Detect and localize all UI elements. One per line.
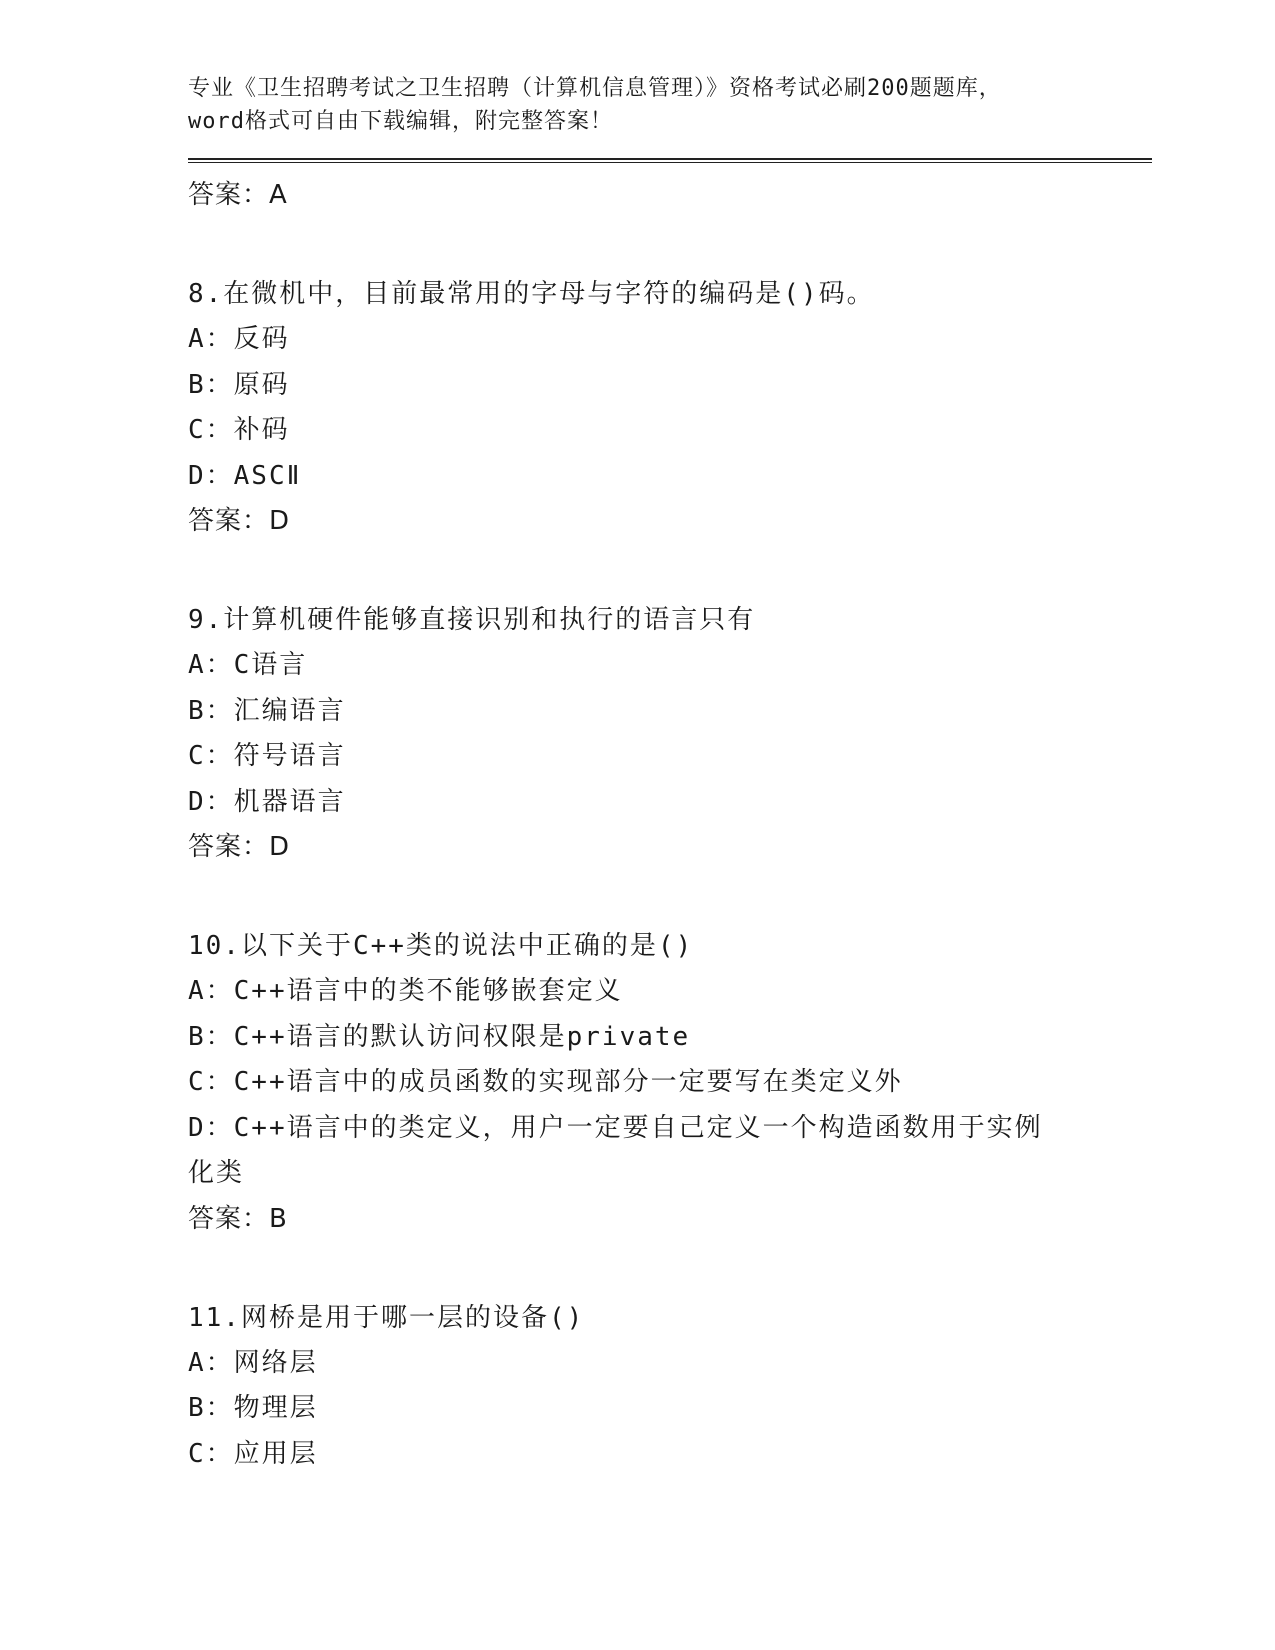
question-title: 8.在微机中，目前最常用的字母与字符的编码是()码。 xyxy=(188,279,875,309)
document-header-line-2: word格式可自由下载编辑，附完整答案！ xyxy=(188,109,613,134)
option-d: D：ASCⅡ xyxy=(188,460,302,491)
question-title: 11.网桥是用于哪一层的设备() xyxy=(188,1302,585,1333)
option-a: A：C++语言中的类不能够嵌套定义 xyxy=(188,976,623,1006)
question-title: 9.计算机硬件能够直接识别和执行的语言只有 xyxy=(188,605,756,635)
option-c: C：C++语言中的成员函数的实现部分一定要写在类定义外 xyxy=(188,1067,903,1097)
document-header-line-1: 专业《卫生招聘考试之卫生招聘（计算机信息管理）》资格考试必刷200题题库， xyxy=(188,76,1002,101)
option-c: C：应用层 xyxy=(188,1438,318,1469)
option-b: B：C++语言的默认访问权限是private xyxy=(188,1021,691,1052)
option-b: B：原码 xyxy=(188,369,290,400)
option-a: A：网络层 xyxy=(188,1347,318,1378)
option-c: C：补码 xyxy=(188,415,290,445)
answer-line: 答案：A xyxy=(188,180,288,210)
option-c: C：符号语言 xyxy=(188,741,346,771)
header-divider xyxy=(188,158,1152,163)
option-b: B：物理层 xyxy=(188,1393,318,1423)
option-d: D：机器语言 xyxy=(188,786,346,817)
option-d: D：C++语言中的类定义，用户一定要自己定义一个构造函数用于实例化类 xyxy=(188,1112,1043,1188)
option-a: A：反码 xyxy=(188,324,290,354)
document-page xyxy=(188,72,1152,1477)
option-b: B：汇编语言 xyxy=(188,695,346,726)
answer-line: 答案：D xyxy=(188,506,291,536)
option-a: A：C语言 xyxy=(188,650,308,680)
answer-line: 答案：D xyxy=(188,832,291,862)
answer-line: 答案：B xyxy=(188,1203,288,1234)
question-title: 10.以下关于C++类的说法中正确的是() xyxy=(188,931,694,961)
